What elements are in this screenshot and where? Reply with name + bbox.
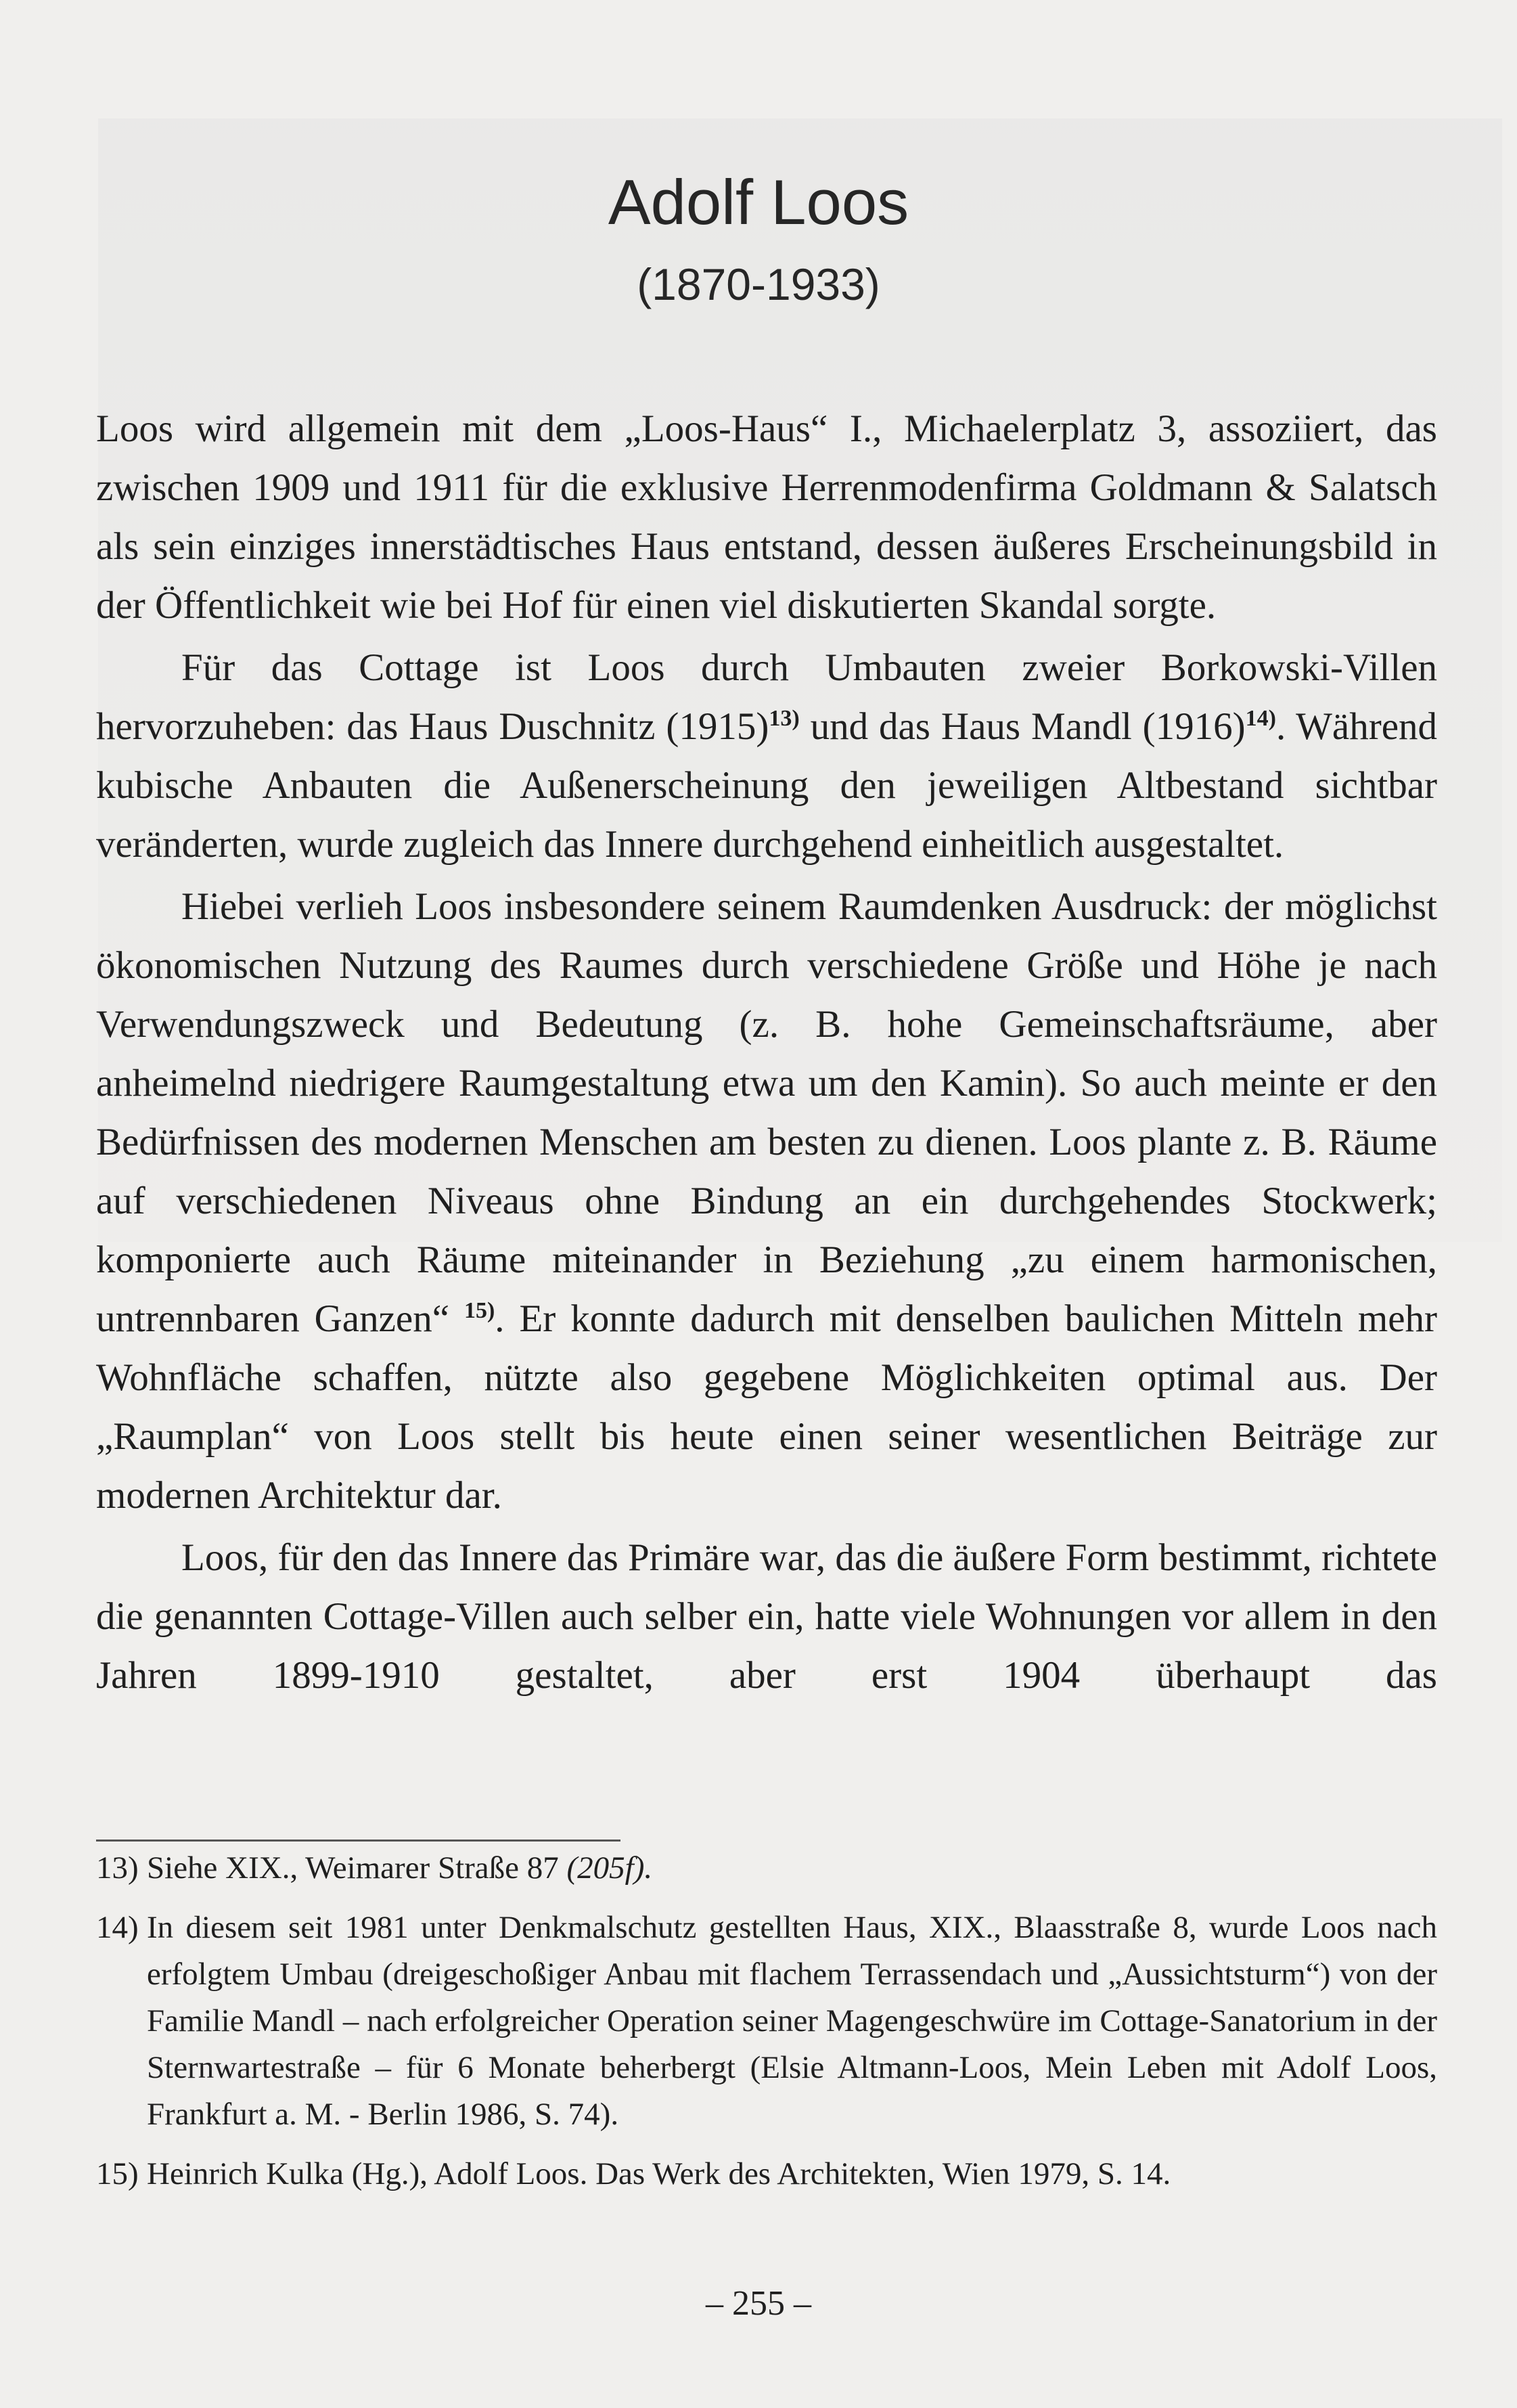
footnote-number: 13) — [96, 1850, 139, 1886]
footnote — [96, 1904, 1437, 2138]
footnote-divider — [96, 1840, 620, 1842]
footnote — [96, 2151, 1437, 2198]
paragraph: Loos wird allgemein mit dem „Loos-Haus“ I., Michaelerplatz 3, assoziiert, das zwischen 1909 und 1911 für die exklusive Herrenmodenfirma Goldmann & Salatsch als sein einziges innerstädtisches Haus entstand, dessen äußeres Erscheinungsbild in der Öffentlichkeit wie bei Hof für einen viel diskutierten Skandal sorgte. — [96, 407, 1437, 627]
footnote-text: In diesem seit 1981 unter Denkmalschutz gestellten Haus, XIX., Blaasstraße 8, wurde Loos nach erfolgtem Umbau (dreigeschoßiger Anbau mit flachem Terrassendach und „Aussichtsturm“) von der Familie Mandl – nach erfolgreicher Operation seiner Magengeschwüre im Cottage-Sanatorium in der Sternwartestraße – für 6 Monate beherbergt (Elsie Altmann-Loos, Mein Leben mit Adolf Loos, Frankfurt a. M. - Berlin 1986, S. 74). — [147, 1910, 1437, 2132]
chapter-title: Adolf Loos — [608, 166, 909, 238]
paragraph: Hiebei verlieh Loos insbesondere seinem Raumdenken Ausdruck: der möglichst ökonomischen Nutzung des Raumes durch verschiedene Größe und Höhe je nach Verwendungszweck und Bedeutung (z. B. hohe Gemeinschaftsräume, aber anheimelnd niedrigere Raumgestaltung etwa um den Kamin). So auch meinte er den Bedürfnissen des modernen Menschen am besten zu dienen. Loos plante z. B. Räume auf verschiedenen Niveaus ohne Bindung an ein durchgehendes Stockwerk; komponierte auch Räume miteinander in Beziehung „zu einem harmonischen, untrennbaren Ganzen“ $^{15)}$. Er konnte dadurch mit denselben baulichen Mitteln mehr Wohnfläche schaffen, nützte also gegebene Möglichkeiten optimal aus. Der „Raumplan“ von Loos stellt bis heute einen seiner wesentlichen Beiträge zur modernen Architektur dar. — [96, 885, 1437, 1517]
chapter-subtitle: (1870-1933) — [637, 259, 880, 309]
footnote — [96, 1845, 1437, 1892]
footnotes — [96, 1845, 1437, 2210]
footnote-text: Siehe XIX., Weimarer Straße 87 — [147, 1850, 567, 1886]
footnote-ref: 14) — [1245, 706, 1276, 731]
footnote-text: Heinrich Kulka (Hg.), Adolf Loos. Das Werk des Architekten, Wien 1979, S. 14. — [147, 2156, 1171, 2191]
paragraph: Für das Cottage ist Loos durch Umbauten zweier Borkowski-Villen hervorzuheben: das Haus Duschnitz $(1915)^{13)}$ und das Haus Mandl $(1916)^{14)}$. Während kubische Anbauten die Außenerscheinung den jeweiligen Altbestand sichtbar veränderten, wurde zugleich das Innere durchgehend einheitlich ausgestaltet. — [96, 646, 1437, 866]
main-text — [96, 399, 1437, 1708]
page-number: – 255 – — [706, 2284, 811, 2323]
footnote-number: 14) — [96, 1910, 139, 1945]
footnote-ref: 13) — [769, 706, 800, 731]
footnote-number: 15) — [96, 2156, 139, 2191]
footnote-ref-italic: (205f). — [566, 1850, 653, 1886]
footnote-ref: 15) — [463, 1298, 495, 1323]
paragraph: Loos, für den das Innere das Primäre war, das die äußere Form bestimmt, richtete die genannten Cottage-Villen auch selber ein, hatte viele Wohnungen vor allem in den Jahren 1899-1910 gestaltet, aber erst 1904 überhaupt das — [96, 1536, 1437, 1697]
